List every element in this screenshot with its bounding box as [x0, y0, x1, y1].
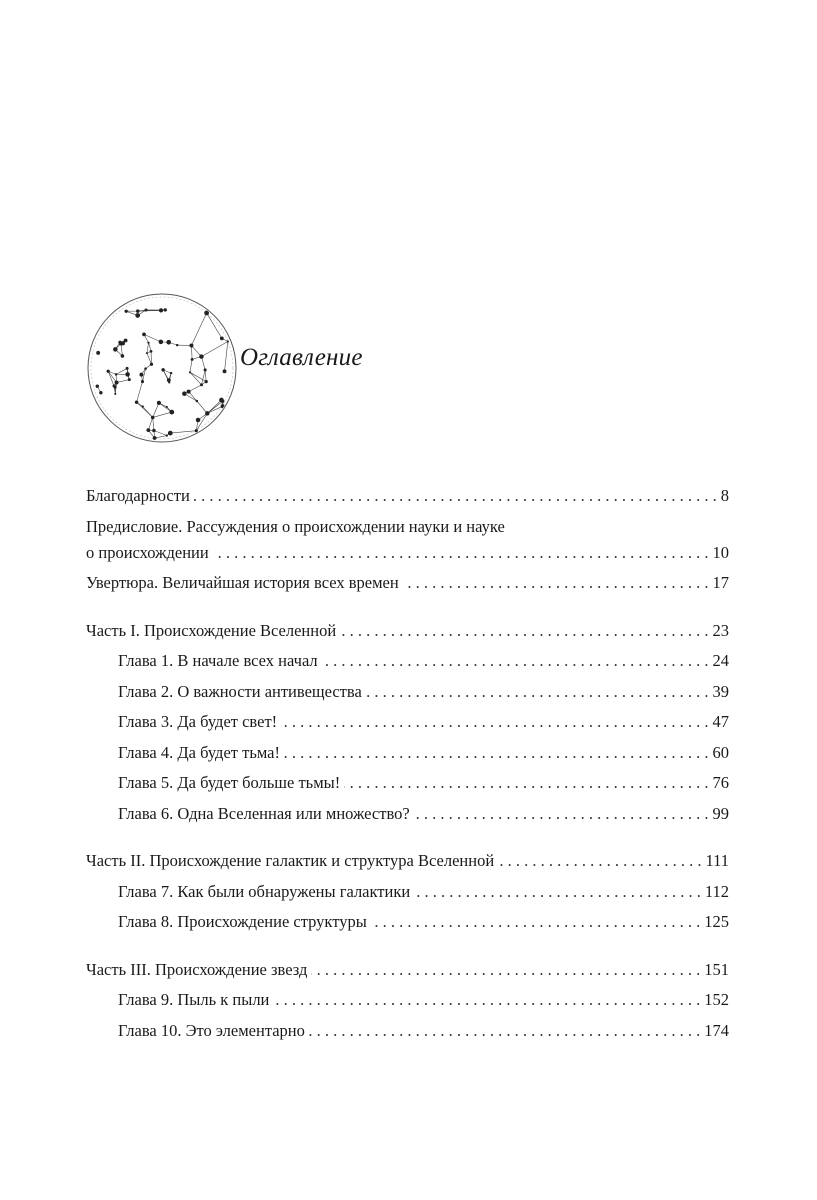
- toc-page-number: 17: [712, 573, 729, 592]
- network-node: [191, 358, 194, 361]
- toc-chapter-title: Глава 10. Это элементарно: [118, 1020, 305, 1040]
- toc-page-number: 174: [704, 1020, 729, 1040]
- network-node: [161, 368, 164, 371]
- toc-chapter-title: Глава 2. О важности антивещества: [118, 681, 362, 701]
- toc-chapter-entry[interactable]: [86, 799, 729, 830]
- toc-chapter-entry[interactable]: [86, 768, 729, 799]
- network-node: [157, 401, 161, 405]
- network-node: [227, 340, 229, 342]
- network-node: [169, 410, 174, 415]
- section-spacer: [86, 599, 729, 616]
- network-node: [141, 380, 144, 383]
- toc-chapter-title: Глава 4. Да будет тьма!: [118, 742, 280, 762]
- network-node: [204, 368, 207, 371]
- leader-dots: [340, 616, 708, 647]
- toc-page-number: 112: [704, 881, 729, 901]
- leader-dots: [213, 538, 709, 569]
- network-node: [135, 313, 140, 318]
- network-node: [176, 344, 178, 346]
- network-node: [151, 416, 154, 419]
- network-node: [146, 352, 148, 354]
- toc-chapter-title: Глава 3. Да будет свет!: [118, 712, 278, 731]
- network-node: [182, 391, 187, 396]
- toc-part-title: Часть III. Происхождение звезд: [86, 959, 308, 979]
- leader-dots: [371, 907, 700, 938]
- network-node: [144, 309, 147, 312]
- network-node: [124, 310, 127, 313]
- leader-dots: [322, 646, 709, 677]
- toc-page-number: 152: [704, 990, 729, 1009]
- leader-dots: [273, 985, 700, 1016]
- network-node: [96, 351, 100, 355]
- toc-chapter-entry[interactable]: [86, 907, 729, 938]
- network-node: [166, 434, 168, 436]
- toc-chapter-title: Глава 5. Да будет больше тьмы!: [118, 773, 341, 792]
- toc-part-entry[interactable]: [86, 955, 729, 986]
- network-node: [187, 390, 191, 394]
- toc-part-entry[interactable]: [86, 846, 729, 877]
- toc-page-number: 23: [712, 620, 729, 640]
- network-node: [113, 347, 117, 351]
- toc-page-number: 47: [712, 712, 729, 731]
- leader-dots: [366, 677, 709, 708]
- network-node: [166, 406, 168, 408]
- network-node: [167, 378, 171, 382]
- toc-chapter-title: Глава 9. Пыль к пыли: [118, 990, 270, 1009]
- toc-part-entry[interactable]: [86, 616, 729, 647]
- network-node: [142, 333, 146, 337]
- toc-page-number: 76: [712, 773, 729, 792]
- toc-part-title: Часть II. Происхождение галактик и структура Вселенной: [86, 851, 495, 870]
- leader-dots: [498, 846, 701, 877]
- network-node: [146, 428, 150, 432]
- leader-dots: [414, 799, 709, 830]
- network-node: [196, 418, 201, 423]
- toc-page-number: 99: [712, 803, 729, 823]
- network-node: [166, 340, 171, 345]
- network-node: [124, 339, 128, 343]
- toc-page-number: 151: [704, 959, 729, 979]
- network-node: [115, 373, 118, 376]
- network-node: [220, 336, 224, 340]
- toc-page-number: 24: [712, 651, 729, 670]
- toc-page-number: 8: [720, 486, 729, 505]
- network-node: [168, 431, 173, 436]
- toc-chapter-entry[interactable]: [86, 677, 729, 708]
- network-node: [196, 400, 199, 403]
- network-node: [128, 378, 131, 381]
- leader-dots: [284, 738, 709, 769]
- network-node: [199, 354, 203, 358]
- network-node: [205, 380, 208, 383]
- network-node: [205, 411, 209, 415]
- network-node: [144, 367, 147, 370]
- toc-entry-title: Увертюра. Величайшая история всех времен: [86, 573, 399, 592]
- network-node: [115, 381, 119, 385]
- toc-chapter-entry[interactable]: [86, 707, 729, 738]
- toc-chapter-entry[interactable]: [86, 985, 729, 1016]
- toc-chapter-entry[interactable]: [86, 646, 729, 677]
- page-title: Оглавление: [240, 344, 363, 371]
- toc-entry-title: Предисловие. Рассуждения о происхождении науки и науке: [86, 516, 505, 536]
- network-node: [170, 372, 172, 374]
- network-node: [164, 308, 167, 311]
- network-node: [118, 341, 121, 344]
- leader-dots: [414, 877, 701, 908]
- toc-chapter-title: Глава 1. В начале всех начал: [118, 651, 318, 670]
- leader-dots: [281, 707, 708, 738]
- network-node: [107, 370, 110, 373]
- toc-entry-continuation[interactable]: [86, 538, 729, 569]
- network-node: [147, 342, 149, 344]
- toc-entry[interactable]: [86, 481, 729, 512]
- network-node: [152, 429, 156, 433]
- network-node: [159, 340, 164, 345]
- network-node: [189, 344, 193, 348]
- network-node: [126, 367, 129, 370]
- toc-chapter-title: Глава 8. Происхождение структуры: [118, 912, 367, 931]
- network-node: [150, 363, 153, 366]
- toc-page-number: 60: [712, 742, 729, 762]
- toc-chapter-entry[interactable]: [86, 738, 729, 769]
- network-node: [114, 393, 116, 395]
- network-node: [125, 372, 130, 377]
- toc-page-number: 125: [704, 912, 729, 931]
- toc-chapter-entry[interactable]: [86, 877, 729, 908]
- network-node: [223, 369, 227, 373]
- network-node: [99, 391, 102, 394]
- toc-entry[interactable]: [86, 568, 729, 599]
- network-node: [136, 309, 140, 313]
- network-node: [139, 373, 143, 377]
- network-node: [150, 350, 153, 353]
- toc-chapter-title: Глава 7. Как были обнаружены галактики: [118, 881, 411, 901]
- network-node: [142, 405, 144, 407]
- toc-page-number: 10: [712, 542, 729, 562]
- network-node: [200, 383, 203, 386]
- leader-dots: [194, 481, 717, 512]
- toc-chapter-entry[interactable]: [86, 1016, 729, 1047]
- table-of-contents: [86, 481, 729, 1046]
- toc-entry-title-continued: о происхождении: [86, 542, 209, 562]
- section-spacer: [86, 938, 729, 955]
- network-node: [121, 354, 125, 358]
- network-sphere-illustration: [86, 292, 238, 444]
- section-spacer: [86, 829, 729, 846]
- network-node: [135, 400, 138, 403]
- toc-entry-title: Благодарности: [86, 486, 190, 505]
- network-node: [221, 400, 224, 403]
- toc-page-number: 111: [705, 851, 729, 870]
- toc-part-title: Часть I. Происхождение Вселенной: [86, 620, 337, 640]
- toc-entry[interactable]: [86, 512, 729, 538]
- network-node: [113, 386, 116, 389]
- network-node: [96, 385, 99, 388]
- network-node: [159, 308, 163, 312]
- network-node: [189, 371, 191, 373]
- toc-chapter-title: Глава 6. Одна Вселенная или множество?: [118, 803, 410, 823]
- toc-page-number: 39: [712, 681, 729, 701]
- leader-dots: [311, 955, 700, 986]
- leader-dots: [403, 568, 709, 599]
- network-node: [153, 436, 157, 440]
- leader-dots: [344, 768, 708, 799]
- leader-dots: [309, 1016, 700, 1047]
